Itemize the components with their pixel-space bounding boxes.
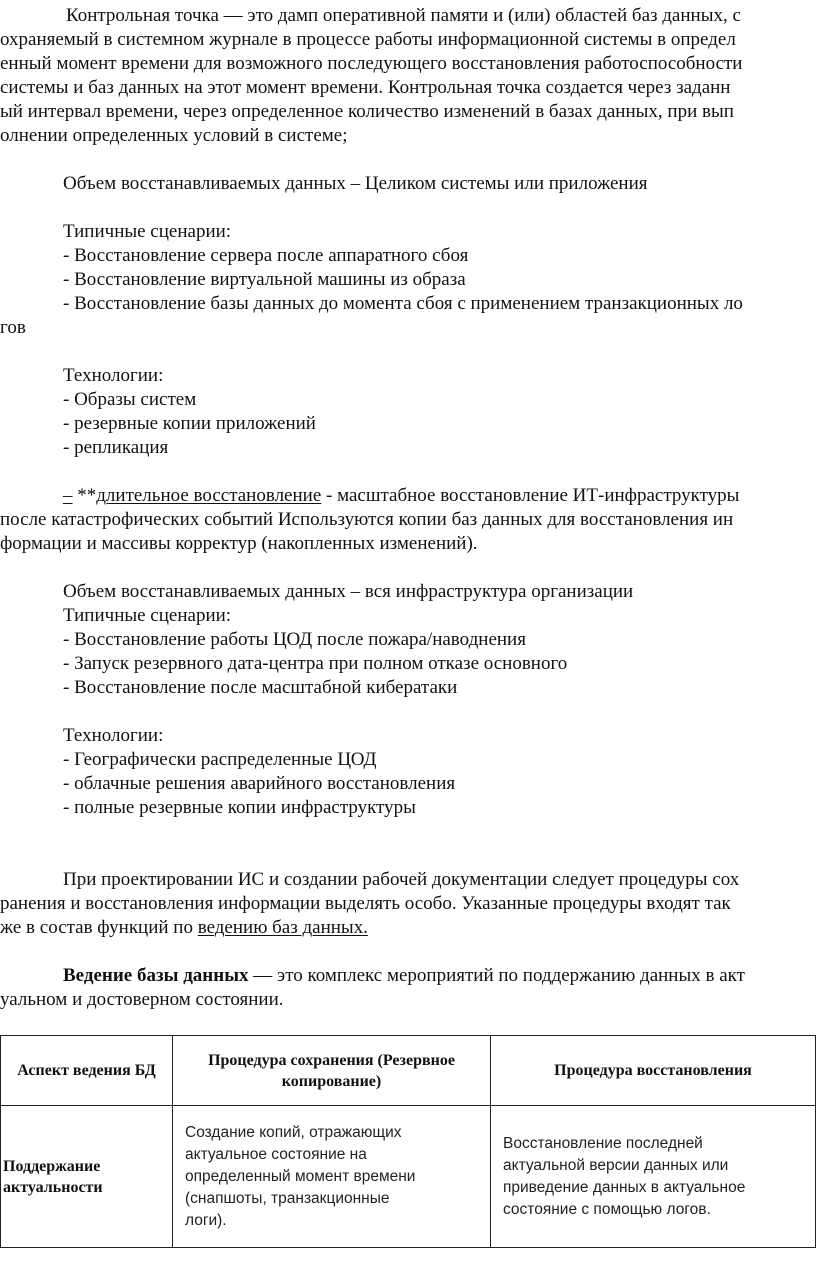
scenario-1-item: - Восстановление сервера после аппаратного сбоя — [63, 245, 469, 266]
long-recovery-line-3: формации и массивы корректур (накопленных изменений). — [0, 533, 478, 554]
tech-1-item: - репликация — [63, 437, 169, 458]
long-recovery-marker: ** — [72, 485, 97, 506]
design-line-1: При проектировании ИС и создании рабочей документации следует процедуры сох — [63, 869, 740, 890]
tech-2-title: Технологии: — [63, 725, 164, 746]
tech-1-item: - резервные копии приложений — [63, 413, 316, 434]
scenarios-1-title: Типичные сценарии: — [63, 221, 232, 242]
table-header-save: Процедура сохранения (Резервное копирование) — [173, 1036, 491, 1106]
table-cell-save — [173, 1106, 491, 1248]
design-line-3 — [0, 916, 816, 940]
scenario-1-wrap: гов — [0, 317, 26, 338]
tech-1-title: Технологии: — [63, 365, 164, 386]
table-cell-restore-text: Восстановление последней актуальной версии данных или приведение данных в актуальное состояние с помощью логов. — [503, 1134, 746, 1218]
table-cell-restore — [491, 1106, 816, 1248]
scenario-2-item: - Восстановление после масштабной кибератаки — [63, 677, 458, 698]
long-recovery-term: длительное восстановление — [96, 485, 322, 506]
db-procedures-table — [0, 1035, 816, 1248]
db-definition-line-2: уальном и достоверном состоянии. — [0, 989, 284, 1010]
scenario-1-item: - Восстановление виртуальной машины из образа — [63, 269, 466, 290]
db-definition-line-1 — [0, 964, 816, 988]
scenario-1-item: - Восстановление базы данных до момента сбоя с применением транзакционных ло — [63, 293, 743, 314]
intro-line-1: Контрольная точка — это дамп оперативной памяти и (или) областей баз данных, с — [66, 5, 741, 26]
scenarios-2-title: Типичные сценарии: — [63, 605, 232, 626]
table-header-row — [1, 1036, 816, 1106]
volume-line-1: Объем восстанавливаемых данных – Целиком системы или приложения — [63, 173, 648, 194]
long-recovery-line-1 — [0, 484, 816, 508]
db-definition-term: Ведение базы данных — [63, 965, 249, 986]
intro-line-6: олнении определенных условий в системе; — [0, 125, 348, 146]
long-recovery-rest: - масштабное восстановление ИТ-инфраструктуры — [321, 485, 740, 506]
tech-2-item: - облачные решения аварийного восстановления — [63, 773, 456, 794]
intro-line-3: енный момент времени для возможного последующего восстановления работоспособности — [0, 53, 743, 74]
tech-1-item: - Образы систем — [63, 389, 197, 410]
scenario-2-item: - Запуск резервного дата-центра при полном отказе основного — [63, 653, 568, 674]
tech-2-item: - полные резервные копии инфраструктуры — [63, 797, 416, 818]
intro-line-4: системы и баз данных на этот момент времени. Контрольная точка создается через заданн — [0, 77, 731, 98]
intro-line-5: ый интервал времени, через определенное количество изменений в базах данных, при вып — [0, 101, 734, 122]
table-cell-save-text: Создание копий, отражающих актуальное состояние на определенный момент времени (снапшоты, транзакционные логи). — [185, 1123, 416, 1229]
db-maintenance-link[interactable]: ведению баз данных. — [197, 917, 368, 938]
intro-line-2: охраняемый в системном журнале в процессе работы информационной системы в определ — [0, 29, 736, 50]
volume-line-2: Объем восстанавливаемых данных – вся инфраструктура организации — [63, 581, 634, 602]
long-recovery-line-2: после катастрофических событий Используются копии баз данных для восстановления ин — [0, 509, 734, 530]
tech-2-item: - Географически распределенные ЦОД — [63, 749, 377, 770]
table-row — [1, 1106, 816, 1248]
table-header-restore: Процедура восстановления — [491, 1036, 816, 1106]
table-cell-aspect: Поддержание актуальности — [1, 1106, 173, 1248]
long-recovery-dash: – — [63, 485, 73, 506]
db-definition-rest: — это комплекс мероприятий по поддержанию данных в акт — [248, 965, 745, 986]
table-header-aspect: Аспект ведения БД — [1, 1036, 173, 1106]
design-line-2: ранения и восстановления информации выделять особо. Указанные процедуры входят так — [0, 893, 731, 914]
design-line-3-prefix: же в состав функций по — [0, 917, 198, 938]
scenario-2-item: - Восстановление работы ЦОД после пожара/наводнения — [63, 629, 526, 650]
